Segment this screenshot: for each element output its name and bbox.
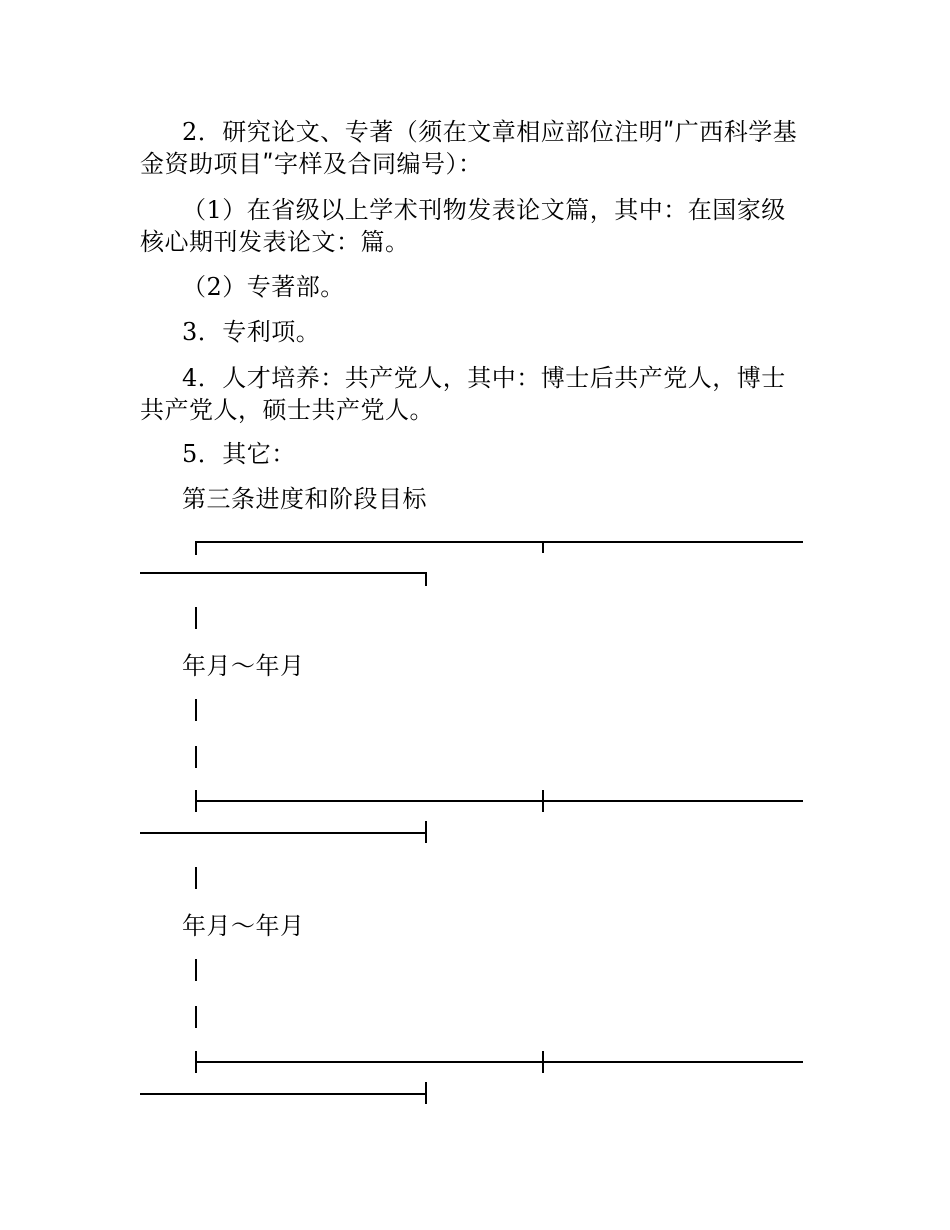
table-cell-border	[195, 746, 197, 768]
item-2-line-2: 金资助项目ʺ字样及合同编号）：	[140, 150, 483, 178]
article-3-heading: 第三条进度和阶段目标	[182, 485, 427, 513]
item-4-line-1: 4．人才培养：共产党人，其中：博士后共产党人，博士	[182, 364, 786, 392]
table-cell-border	[195, 867, 197, 889]
table-cell-border	[195, 699, 197, 721]
item-4-line-2: 共产党人，硕士共产党人。	[140, 396, 434, 424]
stage-period: 年月～年月	[182, 652, 305, 680]
item-5: 5．其它：	[182, 440, 296, 468]
item-2-line-1: 2．研究论文、专著（须在文章相应部位注明ʺ广西科学基	[182, 118, 798, 146]
table-cell-border	[195, 607, 197, 629]
item-2-1-line-1: （1）在省级以上学术刊物发表论文篇，其中：在国家级	[182, 196, 786, 224]
table-cell-border	[195, 1006, 197, 1028]
item-3: 3．专利项。	[182, 318, 321, 346]
item-2-1-line-2: 核心期刊发表论文：篇。	[140, 228, 410, 256]
item-2-2: （2）专著部。	[182, 273, 345, 301]
table-cell-border	[195, 959, 197, 981]
stage-period: 年月～年月	[182, 912, 305, 940]
